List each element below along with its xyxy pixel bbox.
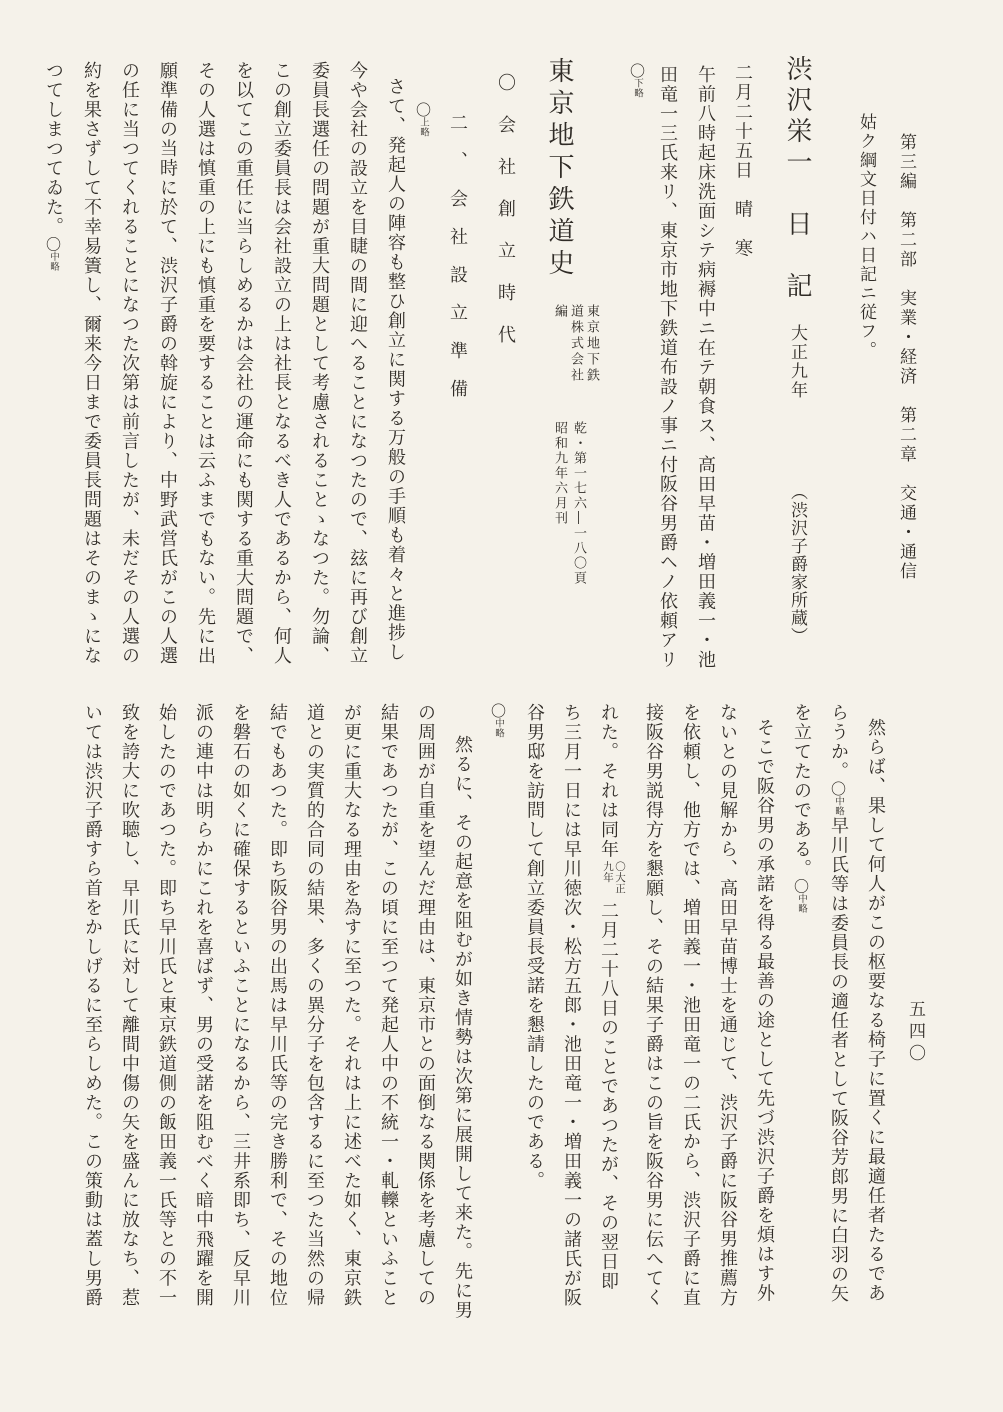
body-line: の任に当つてくれることになつた次第は前言したが、未だその人選の bbox=[119, 61, 140, 666]
body-line: そこで阪谷男の承諾を得る最善の途として先づ渋沢子爵を煩はす外 bbox=[754, 718, 775, 1303]
body-line: ち三月一日には早川徳次・松方五郎・池田竜一・増田義一の諸氏が阪 bbox=[561, 703, 582, 1308]
body-line bbox=[828, 695, 848, 1409]
body-line bbox=[43, 55, 63, 677]
book-editor: 東京地下鉄道株式会社編 bbox=[552, 304, 599, 385]
omission-label: 中略 bbox=[493, 718, 504, 738]
body-text: 早川氏等は委員長の適任者として阪谷芳郎男に白羽の矢 bbox=[828, 816, 849, 1304]
body-line: 願準備の当時に於て、渋沢子爵の斡旋により、中野武営氏がこの人選 bbox=[157, 61, 178, 666]
diary-body-line: 午前八時起床洗面シテ病褥中ニ在テ朝食ス、高田早苗・増田義一・池 bbox=[695, 65, 716, 670]
diary-title-column bbox=[782, 55, 812, 677]
body-line: 派の連中は明らかにこれを喜ばず、男の受諾を阻むべく暗中飛躍を開 bbox=[193, 703, 214, 1308]
book-citation bbox=[548, 421, 586, 586]
body-line: 今や会社の設立を目睫の間に迎へることになつたので、玆に再び創立 bbox=[347, 61, 368, 666]
running-header: 第三編 第二部 実業・経済 第二章 交通・通信 bbox=[896, 133, 916, 582]
book-published: 昭和九年六月刊 bbox=[552, 421, 567, 527]
omission-label: 上略 bbox=[418, 117, 429, 137]
body-line bbox=[791, 695, 811, 1409]
diary-source: （渋沢子爵家所蔵） bbox=[787, 483, 807, 646]
omission-label: 中略 bbox=[833, 796, 844, 816]
omission-marker bbox=[489, 695, 507, 1409]
omission-label: 中略 bbox=[48, 251, 59, 272]
omission-circle: 〇 bbox=[44, 236, 62, 252]
diary-body-line: 田竜一三氏来リ、東京市地下鉄道布設ノ事ニ付阪谷男爵ヘノ依頼アリ bbox=[657, 65, 678, 670]
body-line: を磐石の如くに確保するといふことになるから、三井系即ち、反早川 bbox=[230, 703, 251, 1308]
body-text: を立てたのである。 bbox=[791, 703, 812, 879]
body-text: つてしまつてゐた。 bbox=[43, 61, 64, 237]
section-heading: 二、会社設立準備 bbox=[447, 113, 468, 417]
diary-date-line: 二月二十五日 晴 寒 bbox=[732, 63, 753, 258]
lower-text-block bbox=[65, 695, 885, 1409]
omission-marker bbox=[628, 55, 646, 677]
body-line: 接阪谷男説得方を懇願し、その結果子爵はこの旨を阪谷男に伝へてく bbox=[643, 703, 664, 1308]
body-line: 委員長選任の問題が重大問題として考慮されることゝなつた。勿論、 bbox=[309, 61, 330, 666]
body-line: を依頼し、他方では、増田義一・池田竜一の二氏から、渋沢子爵に直 bbox=[680, 703, 701, 1308]
chapter-heading: 〇会社創立時代 bbox=[495, 73, 516, 367]
body-line: 結果であつたが、この頃に至つて発起人中の不統一・軋轢といふこと bbox=[378, 703, 399, 1308]
omission-label: 中略 bbox=[796, 893, 807, 914]
diary-title: 渋沢栄一 日 記 bbox=[782, 55, 812, 303]
book-title-column bbox=[544, 55, 599, 677]
omission-circle: 〇 bbox=[829, 781, 847, 796]
body-line: 約を果さずして不幸易簀し、爾来今日まで委員長問題はそのまゝにな bbox=[81, 61, 102, 666]
upper-text-block bbox=[25, 55, 917, 677]
omission-circle: 〇 bbox=[489, 703, 507, 718]
body-line bbox=[598, 695, 626, 1409]
diary-era: 大正九年 bbox=[787, 324, 807, 401]
body-line: ないとの見解から、高田早苗博士を通じて、渋沢子爵に阪谷男推薦方 bbox=[717, 703, 738, 1308]
body-line: いては渋沢子爵すら首をかしげるに至らしめた。この策動は蓋し男爵 bbox=[82, 703, 103, 1308]
body-line: この創立委員長は会社設立の上は社長となるべき人であるから、何人 bbox=[271, 61, 292, 666]
omission-circle: 〇 bbox=[792, 878, 810, 894]
omission-label: 下略 bbox=[632, 78, 643, 98]
body-text: らうか。 bbox=[828, 703, 849, 781]
book-volume-pages: 乾・第一七六―一八〇頁 bbox=[571, 421, 586, 587]
book-title: 東京地下鉄道史 bbox=[544, 57, 574, 281]
body-line: 谷男邸を訪問して創立委員長受諾を懇請したのである。 bbox=[524, 703, 545, 1191]
body-line: 致を誇大に吹聴し、早川氏に対して離間中傷の矢を盛んに放なち、惹 bbox=[119, 703, 140, 1308]
editorial-note: 姑ク綱文日付ハ日記ニ従フ。 bbox=[856, 113, 876, 360]
body-line: その人選は慎重の上にも慎重を要することは云ふまでもない。先に出 bbox=[195, 61, 216, 666]
omission-circle: 〇 bbox=[414, 102, 432, 117]
body-line: 然るに、その起意を阻むが如き情勢は次第に展開して来た。先に男 bbox=[452, 735, 473, 1320]
warichu-date-note: 〇大正九年 bbox=[602, 861, 626, 894]
body-line: 始したのであつた。即ち早川氏と東京鉄道側の飯田義一氏等との不一 bbox=[156, 703, 177, 1308]
body-text: れた。それは同年 bbox=[598, 703, 619, 859]
page-number: 五四〇 bbox=[905, 1000, 925, 1066]
body-line: 道との実質的合同の結果、多くの異分子を包含するに至つた当然の帰 bbox=[304, 703, 325, 1308]
body-line: さて、発起人の陣容も整ひ創立に関する万般の手順も着々と進捗し bbox=[385, 77, 406, 662]
body-line: 結でもあつた。即ち阪谷男の出馬は早川氏等の完き勝利で、その地位 bbox=[267, 703, 288, 1308]
body-line: を以てこの重任に当らしめるかは会社の運命にも関する重大問題で、 bbox=[233, 61, 254, 666]
body-line: の周囲が自重を望んだ理由は、東京市との面倒なる関係を考慮しての bbox=[415, 703, 436, 1308]
body-line: 然らば、果して何人がこの枢要なる椅子に置くに最適任者たるであ bbox=[865, 718, 886, 1303]
omission-marker bbox=[414, 55, 432, 677]
body-text: 二月二十八日のことであつたが、その翌日即 bbox=[598, 901, 619, 1291]
body-line: が更に重大なる理由を為すに至つた。それは上に述べた如く、東京鉄 bbox=[341, 703, 362, 1308]
omission-circle: 〇 bbox=[628, 63, 646, 78]
